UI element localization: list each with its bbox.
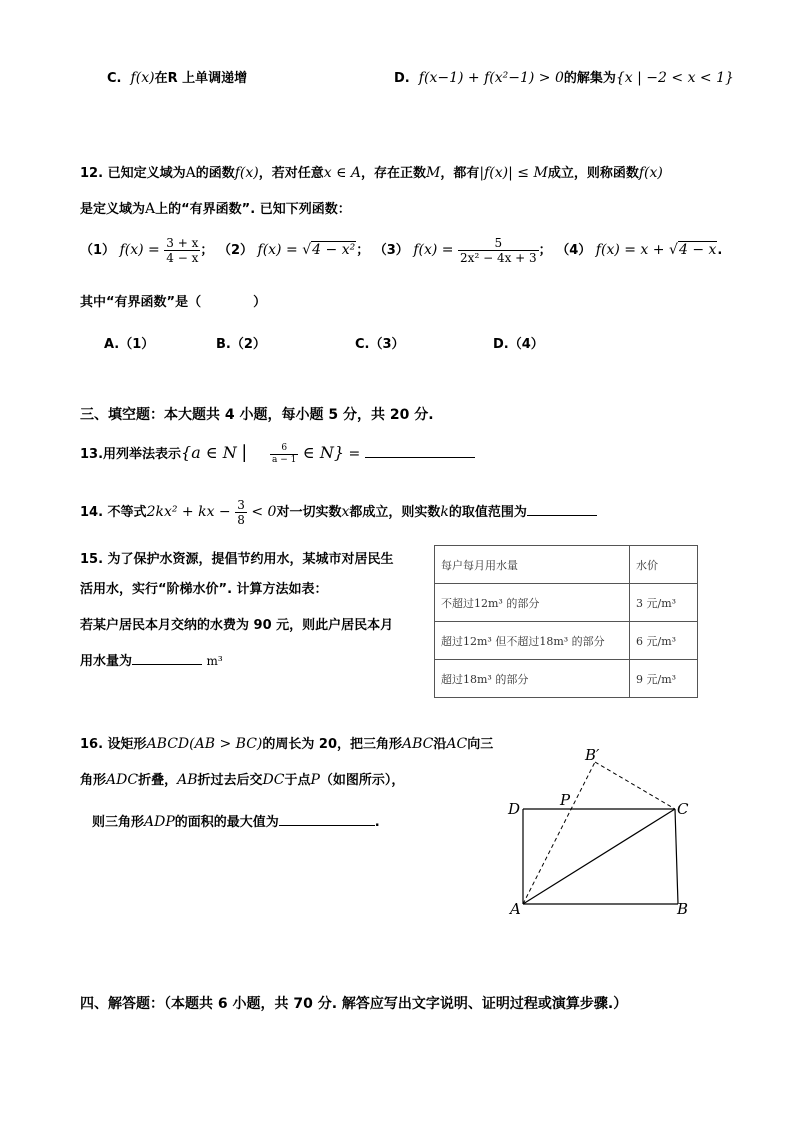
q15-answer-blank[interactable] [132, 650, 202, 665]
table-cell: 不超过12m³ 的部分 [435, 584, 630, 622]
q12-option-d: D.（4） [493, 337, 544, 352]
q12-f1-fraction: $\frac{3 + x}{4 - x}$ [166, 236, 199, 265]
edge-cb [675, 809, 678, 904]
q13-fraction: $\frac{6}{a - 1}$ [272, 443, 297, 465]
q14-fraction: $\frac{3}{8}$ [237, 498, 245, 527]
q14: 14. 不等式2kx² + kx − $\frac{3}{8}$ < 0对一切实数x都成立，则实数k的取值范围为 [80, 498, 597, 527]
label-b-prime: B′ [585, 746, 600, 764]
q16-line3: 则三角形ADP的面积的最大值为 . [92, 811, 380, 830]
q15-line4: 用水量为 m³ [80, 650, 223, 669]
q16-line2: 角形ADC折叠，AB折过去后交DC于点P（如图所示）， [80, 772, 405, 788]
folded-rectangle-figure [500, 744, 700, 919]
label-d: D [508, 800, 521, 818]
q16-answer-blank[interactable] [279, 811, 375, 826]
table-cell: 9 元/m³ [630, 660, 698, 698]
table-cell: 3 元/m³ [630, 584, 698, 622]
q13: 13.用列举法表示{a ∈ N | $\frac{6}{a - 1}$ ∈ N} = [80, 442, 475, 466]
q13-answer-blank[interactable] [365, 443, 475, 458]
q14-answer-blank[interactable] [527, 501, 597, 516]
folded-edge-b-prime-c [595, 762, 675, 809]
q12-option-a: A.（1） [104, 337, 155, 352]
table-header-cell: 水价 [630, 546, 698, 584]
q16-line1: 16. 设矩形ABCD(AB > BC)的周长为 20，把三角形ABC沿AC向三 [80, 736, 494, 752]
table-header-cell: 每户每月用水量 [435, 546, 630, 584]
q15-line2: 活用水，实行“阶梯水价”. 计算方法如表： [80, 582, 328, 597]
q12-prompt: 其中“有界函数”是（ ） [80, 295, 267, 310]
table-header-row [435, 546, 698, 584]
folded-edge-ab-prime [523, 762, 595, 904]
table-row [435, 622, 698, 660]
label-p: P [560, 791, 571, 809]
label-c: C [677, 800, 689, 818]
q15-line3: 若某户居民本月交纳的水费为 90 元，则此户居民本月 [80, 618, 394, 633]
q11-option-c: C. f(x)在R 上单调递增 [107, 70, 248, 86]
q12-line1: 12. 已知定义域为A的函数f(x)，若对任意x ∈ A，存在正数M，都有|f(x)| ≤ M成立，则称函数f(x) [80, 165, 663, 181]
section4-title: 四、解答题：（本题共 6 小题，共 70 分. 解答应写出文字说明、证明过程或演算步骤.） [80, 996, 628, 1012]
label-a: A [510, 900, 521, 918]
section3-title: 三、填空题：本大题共 4 小题，每小题 5 分，共 20 分. [80, 407, 434, 423]
table-row [435, 660, 698, 698]
q12-functions: （1） f(x) = $\frac{3 + x}{4 - x}$ ； （2） f(x) = √4 − x²； （3） f(x) = $\frac{5}{\text{2x² − 4x + 3}}$ ； （4） f(x) = x + √4 − x. [80, 236, 723, 265]
table-cell: 超过12m³ 但不超过18m³ 的部分 [435, 622, 630, 660]
label-b: B [677, 900, 689, 918]
water-price-table [434, 545, 698, 698]
table-cell: 超过18m³ 的部分 [435, 660, 630, 698]
table-row [435, 584, 698, 622]
q15-line1: 15. 为了保护水资源，提倡节约用水，某城市对居民生 [80, 552, 394, 567]
q11-option-d: D. f(x−1) + f(x²−1) > 0的解集为{x | −2 < x < 1} [394, 70, 734, 86]
q12-f3-fraction: $\frac{5}{\text{2x² − 4x + 3}}$ [460, 236, 537, 265]
diagonal-ac [523, 809, 675, 904]
q12-line2: 是定义域为A上的“有界函数”. 已知下列函数： [80, 201, 351, 217]
q12-option-c: C.（3） [355, 337, 405, 352]
table-cell: 6 元/m³ [630, 622, 698, 660]
q12-option-b: B.（2） [216, 337, 266, 352]
